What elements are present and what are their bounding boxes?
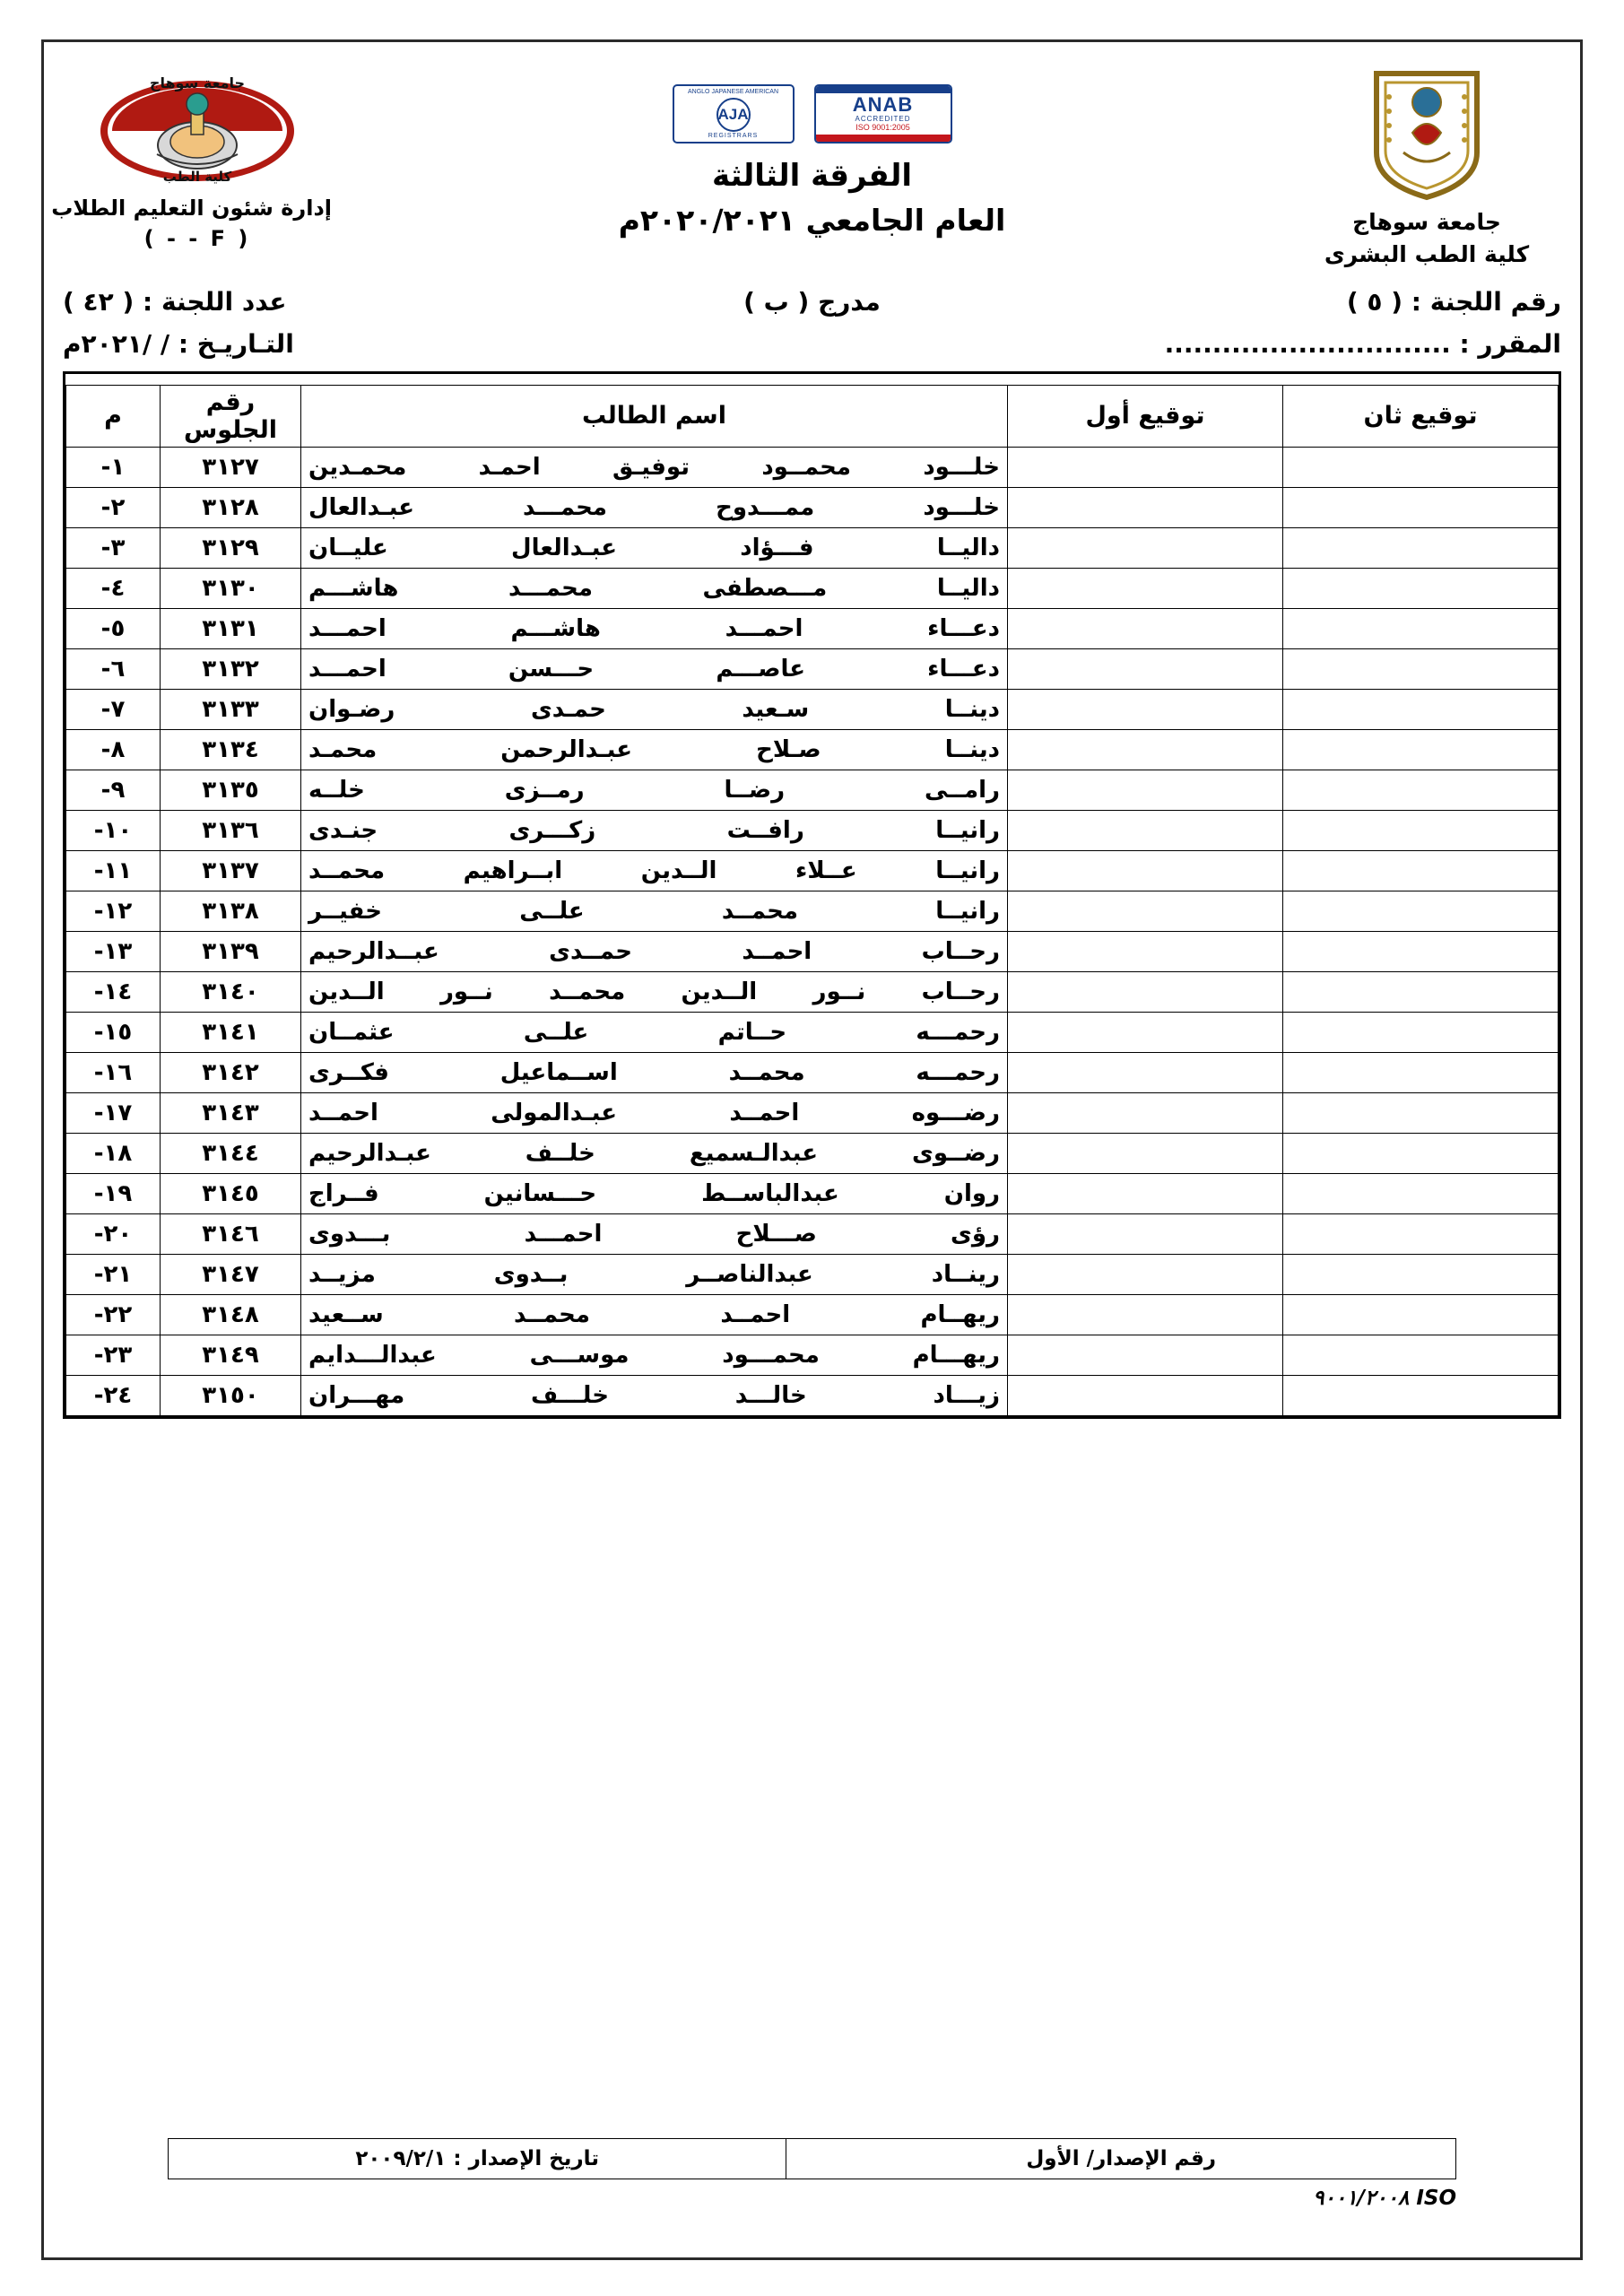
- row-index-cell: ٢٤-: [66, 1376, 161, 1416]
- signature-2-cell[interactable]: [1283, 690, 1559, 730]
- row-index-cell: ٦-: [66, 649, 161, 690]
- row-index-cell: ١٠-: [66, 811, 161, 851]
- academic-year: العام الجامعي ٢٠٢٠/٢٠٢١م: [618, 203, 1006, 238]
- signature-1-cell[interactable]: [1008, 1376, 1283, 1416]
- anab-name: ANAB: [852, 93, 914, 116]
- row-index-cell: ١٨-: [66, 1134, 161, 1174]
- university-name: جامعة سوهاج: [1352, 209, 1501, 235]
- column-header-signature-1: توقيع أول: [1008, 386, 1283, 448]
- aja-top: ANGLO JAPANESE AMERICAN: [688, 89, 779, 96]
- signature-1-cell[interactable]: [1008, 891, 1283, 932]
- seat-number-cell: ٣١٣٣: [161, 690, 301, 730]
- signature-2-cell[interactable]: [1283, 770, 1559, 811]
- course-field[interactable]: المقرر : ..............................: [1164, 329, 1561, 359]
- row-index-cell: ١٤-: [66, 972, 161, 1013]
- date-field[interactable]: التـاريـخ : / /٢٠٢١م: [63, 329, 294, 359]
- table-row: [66, 1013, 1559, 1053]
- signature-1-cell[interactable]: [1008, 1255, 1283, 1295]
- signature-2-cell[interactable]: [1283, 1134, 1559, 1174]
- row-index-cell: ١٧-: [66, 1093, 161, 1134]
- signature-1-cell[interactable]: [1008, 851, 1283, 891]
- table-row: [66, 1053, 1559, 1093]
- signature-2-cell[interactable]: [1283, 730, 1559, 770]
- footer-row: [168, 2139, 1455, 2179]
- committee-number: رقم اللجنة : ( ٥ ): [1346, 287, 1561, 317]
- signature-1-cell[interactable]: [1008, 770, 1283, 811]
- table-row: [66, 932, 1559, 972]
- svg-text:جامعة سوهاج: جامعة سوهاج: [149, 74, 246, 91]
- form-code: ( - - F ): [143, 226, 251, 251]
- seat-number-cell: ٣١٤٩: [161, 1335, 301, 1376]
- signature-2-cell[interactable]: [1283, 1214, 1559, 1255]
- row-index-cell: ١٣-: [66, 932, 161, 972]
- faculty-name: كلية الطب البشرى: [1324, 241, 1530, 268]
- signature-1-cell[interactable]: [1008, 488, 1283, 528]
- seat-number-cell: ٣١٣٠: [161, 569, 301, 609]
- issue-date: تاريخ الإصدار : ٢٠٠٩/٢/١: [168, 2139, 786, 2179]
- signature-2-cell[interactable]: [1283, 488, 1559, 528]
- student-name-cell: رانيــا محمــد علــى خفيــر: [301, 891, 1008, 932]
- signature-1-cell[interactable]: [1008, 569, 1283, 609]
- table-row: [66, 609, 1559, 649]
- student-name-cell: دينــا صـلاح عبـدالرحمن محمـد: [301, 730, 1008, 770]
- signature-1-cell[interactable]: [1008, 448, 1283, 488]
- row-index-cell: ٨-: [66, 730, 161, 770]
- row-index-cell: ٢٣-: [66, 1335, 161, 1376]
- signature-1-cell[interactable]: [1008, 1174, 1283, 1214]
- seat-number-cell: ٣١٤٠: [161, 972, 301, 1013]
- table-row: [66, 569, 1559, 609]
- seat-number-cell: ٣١٤٨: [161, 1295, 301, 1335]
- signature-2-cell[interactable]: [1283, 1255, 1559, 1295]
- student-name-cell: دينــا سـعيد حمـدى رضـوان: [301, 690, 1008, 730]
- sheet-content: [51, 59, 1561, 2240]
- signature-1-cell[interactable]: [1008, 730, 1283, 770]
- column-header-signature-2: توقيع ثان: [1283, 386, 1559, 448]
- seat-number-cell: ٣١٤٥: [161, 1174, 301, 1214]
- signature-2-cell[interactable]: [1283, 528, 1559, 569]
- row-index-cell: ٢٠-: [66, 1214, 161, 1255]
- seat-number-cell: ٣١٣١: [161, 609, 301, 649]
- student-name-cell: رحمـــه محمــد اســماعيل فكــرى: [301, 1053, 1008, 1093]
- table-row: [66, 770, 1559, 811]
- table-row: [66, 690, 1559, 730]
- meta-block: [63, 287, 1561, 359]
- seat-number-cell: ٣١٥٠: [161, 1376, 301, 1416]
- document-footer: [63, 2138, 1561, 2210]
- meta-row-1: [63, 287, 1561, 317]
- table-row: [66, 1134, 1559, 1174]
- signature-2-cell[interactable]: [1283, 1093, 1559, 1134]
- seat-number-cell: ٣١٤١: [161, 1013, 301, 1053]
- seat-number-cell: ٣١٢٧: [161, 448, 301, 488]
- signature-2-cell[interactable]: [1283, 1053, 1559, 1093]
- aja-bottom: REGISTRARS: [708, 132, 759, 139]
- signature-1-cell[interactable]: [1008, 1134, 1283, 1174]
- student-name-cell: رحــاب نــور الــدين محمــد نــور الــدين: [301, 972, 1008, 1013]
- seat-number-cell: ٣١٤٢: [161, 1053, 301, 1093]
- signature-2-cell[interactable]: [1283, 609, 1559, 649]
- row-index-cell: ١٦-: [66, 1053, 161, 1093]
- signature-1-cell[interactable]: [1008, 1093, 1283, 1134]
- row-index-cell: ٢١-: [66, 1255, 161, 1295]
- student-affairs-label: إدارة شئون التعليم الطلاب: [51, 196, 332, 221]
- signature-2-cell[interactable]: [1283, 1335, 1559, 1376]
- table-row: [66, 448, 1559, 488]
- table-row: [66, 488, 1559, 528]
- seat-number-cell: ٣١٣٦: [161, 811, 301, 851]
- table-row: [66, 1335, 1559, 1376]
- signature-2-cell[interactable]: [1283, 1295, 1559, 1335]
- seat-number-cell: ٣١٣٨: [161, 891, 301, 932]
- signature-2-cell[interactable]: [1283, 851, 1559, 891]
- seat-number-cell: ٣١٣٢: [161, 649, 301, 690]
- row-index-cell: ٣-: [66, 528, 161, 569]
- seat-number-cell: ٣١٢٨: [161, 488, 301, 528]
- student-name-cell: ريهـــام محمـــود موســـى عبدالـــدايم: [301, 1335, 1008, 1376]
- student-name-cell: خلـــود ممـــدوح محمـــد عبـدالعال: [301, 488, 1008, 528]
- row-index-cell: ٥-: [66, 609, 161, 649]
- signature-1-cell[interactable]: [1008, 609, 1283, 649]
- student-name-cell: رامــى رضــا رمــزى خلــه: [301, 770, 1008, 811]
- university-logo-block: [1292, 66, 1561, 272]
- signature-2-cell[interactable]: [1283, 891, 1559, 932]
- aja-registrars-icon: [673, 84, 795, 144]
- table-row: [66, 649, 1559, 690]
- faculty-logo-block: [51, 68, 332, 251]
- column-header-index: م: [66, 386, 161, 448]
- signature-1-cell[interactable]: [1008, 972, 1283, 1013]
- student-name-cell: رانيــا رافــت زكـــرى جنـدى: [301, 811, 1008, 851]
- seat-number-cell: ٣١٤٦: [161, 1214, 301, 1255]
- document-header: [51, 59, 1561, 283]
- seat-number-cell: ٣١٤٤: [161, 1134, 301, 1174]
- anab-accredited-icon: [814, 84, 952, 144]
- student-name-cell: رانيــا عــلاء الــدين ابــراهيم محمــد: [301, 851, 1008, 891]
- signature-1-cell[interactable]: [1008, 690, 1283, 730]
- table-row: [66, 811, 1559, 851]
- student-name-cell: ريهــام احمــد محمــد ســعيد: [301, 1295, 1008, 1335]
- seat-number-cell: ٣١٣٧: [161, 851, 301, 891]
- seat-number-cell: ٣١٣٥: [161, 770, 301, 811]
- signature-1-cell[interactable]: [1008, 1053, 1283, 1093]
- student-name-cell: رضــوى عبدالـسميع خلــف عبـدالرحيم: [301, 1134, 1008, 1174]
- column-header-student-name: اسم الطالب: [301, 386, 1008, 448]
- signature-2-cell[interactable]: [1283, 649, 1559, 690]
- signature-2-cell[interactable]: [1283, 1013, 1559, 1053]
- seat-number-cell: ٣١٤٣: [161, 1093, 301, 1134]
- signature-1-cell[interactable]: [1008, 1214, 1283, 1255]
- page-title: الفرقة الثالثة: [711, 158, 913, 194]
- table-row: [66, 851, 1559, 891]
- row-index-cell: ٩-: [66, 770, 161, 811]
- student-name-cell: رحــاب احمــد حمــدى عبــدالرحيم: [301, 932, 1008, 972]
- student-name-cell: داليــا مـــصطفى محمـــد هاشـــم: [301, 569, 1008, 609]
- table-row: [66, 1376, 1559, 1416]
- row-index-cell: ٢٢-: [66, 1295, 161, 1335]
- student-name-cell: دعـــاء احمـــد هاشـــم احمـــد: [301, 609, 1008, 649]
- anab-iso: ISO 9001:2005: [855, 123, 910, 132]
- signature-1-cell[interactable]: [1008, 1295, 1283, 1335]
- student-name-cell: رضـــوه احمــد عبـدالمولى احمــد: [301, 1093, 1008, 1134]
- table-row: [66, 972, 1559, 1013]
- column-header-seat-number: رقم الجلوس: [161, 386, 301, 448]
- sohag-university-logo-icon: [94, 68, 300, 194]
- signature-2-cell[interactable]: [1283, 1174, 1559, 1214]
- student-name-cell: رحمـــه حــاتم علــى عثمــان: [301, 1013, 1008, 1053]
- signature-2-cell[interactable]: [1283, 1376, 1559, 1416]
- table-header-row: [66, 386, 1559, 448]
- seat-number-cell: ٣١٤٧: [161, 1255, 301, 1295]
- signature-1-cell[interactable]: [1008, 1335, 1283, 1376]
- signature-1-cell[interactable]: [1008, 811, 1283, 851]
- signature-1-cell[interactable]: [1008, 649, 1283, 690]
- table-row: [66, 1255, 1559, 1295]
- certification-badges: [332, 84, 1292, 144]
- row-index-cell: ١٢-: [66, 891, 161, 932]
- row-index-cell: ٤-: [66, 569, 161, 609]
- student-name-cell: زيـــاد خالـــد خلـــف مهـــران: [301, 1376, 1008, 1416]
- student-name-cell: دعـــاء عاصـــم حـــسن احمـــد: [301, 649, 1008, 690]
- signature-2-cell[interactable]: [1283, 972, 1559, 1013]
- row-index-cell: ٢-: [66, 488, 161, 528]
- seat-number-cell: ٣١٣٩: [161, 932, 301, 972]
- student-name-cell: روان عبدالباســط حـــسانين فــراج: [301, 1174, 1008, 1214]
- signature-2-cell[interactable]: [1283, 569, 1559, 609]
- student-name-cell: رينــاد عبدالناصــر بــدوى مزيــد: [301, 1255, 1008, 1295]
- anab-sub: ACCREDITED: [855, 115, 911, 123]
- aja-name: AJA: [716, 98, 751, 132]
- table-row: [66, 528, 1559, 569]
- student-name-cell: رؤى صـــلاح احمـــد بـــدوى: [301, 1214, 1008, 1255]
- roster-table-wrapper: [63, 371, 1561, 1419]
- signature-2-cell[interactable]: [1283, 932, 1559, 972]
- student-name-cell: خلـــود محمــود توفيـق احمـد محمـدين: [301, 448, 1008, 488]
- title-block: [332, 84, 1292, 238]
- signature-2-cell[interactable]: [1283, 811, 1559, 851]
- student-name-cell: داليــا فـــؤاد عبـدالعال عليــان: [301, 528, 1008, 569]
- issue-number: رقم الإصدار/ الأول: [786, 2139, 1456, 2179]
- seat-number-cell: ٣١٢٩: [161, 528, 301, 569]
- table-row: [66, 1295, 1559, 1335]
- sohag-university-crest-icon: [1368, 66, 1486, 201]
- row-index-cell: ١-: [66, 448, 161, 488]
- row-index-cell: ١٩-: [66, 1174, 161, 1214]
- meta-row-2: [63, 329, 1561, 359]
- signature-2-cell[interactable]: [1283, 448, 1559, 488]
- table-row: [66, 891, 1559, 932]
- table-row: [66, 730, 1559, 770]
- roster-table: [65, 385, 1559, 1416]
- table-row: [66, 1093, 1559, 1134]
- iso-certification-label: ISO ٩٠٠١/٢٠٠٨: [1313, 2187, 1457, 2210]
- row-index-cell: ٧-: [66, 690, 161, 730]
- signature-1-cell[interactable]: [1008, 1013, 1283, 1053]
- footer-table: [168, 2138, 1456, 2179]
- row-index-cell: ١١-: [66, 851, 161, 891]
- signature-1-cell[interactable]: [1008, 528, 1283, 569]
- row-index-cell: ١٥-: [66, 1013, 161, 1053]
- table-row: [66, 1174, 1559, 1214]
- seat-number-cell: ٣١٣٤: [161, 730, 301, 770]
- svg-text:كلية الطب: كلية الطب: [162, 169, 232, 185]
- hall-name: مدرج ( ب ): [743, 287, 881, 317]
- table-row: [66, 1214, 1559, 1255]
- committee-count: عدد اللجنة : ( ٤٢ ): [63, 287, 287, 317]
- signature-1-cell[interactable]: [1008, 932, 1283, 972]
